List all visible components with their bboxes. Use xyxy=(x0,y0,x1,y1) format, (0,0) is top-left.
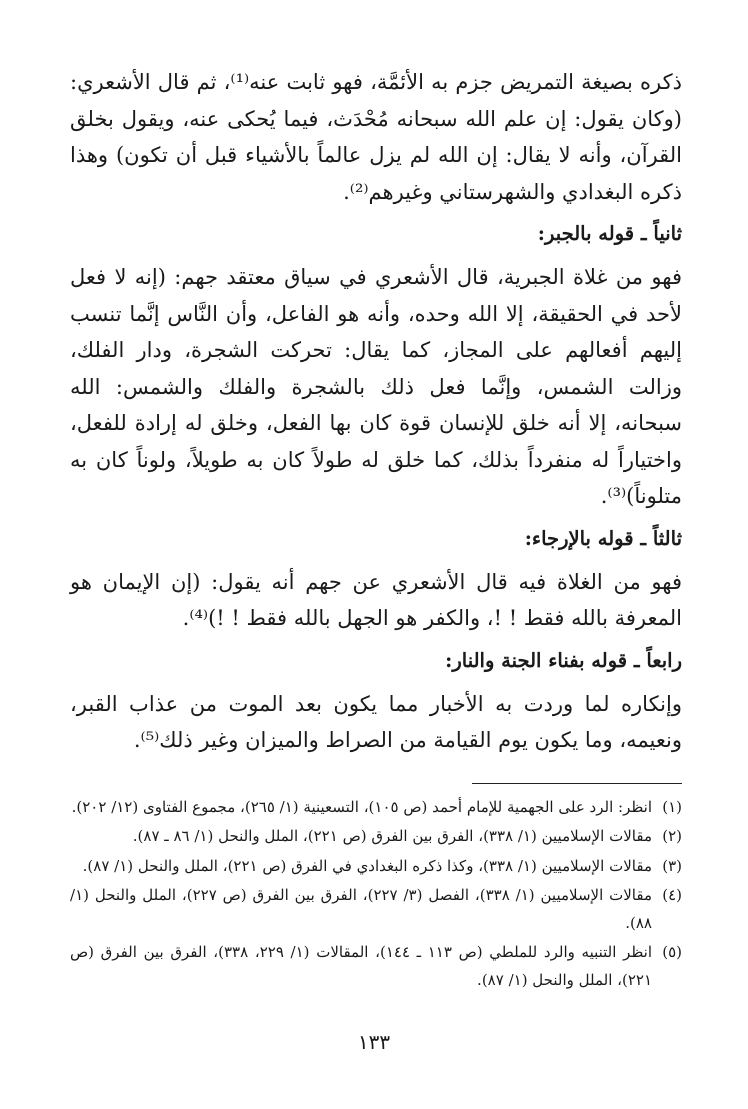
footnote-text: مقالات الإسلاميين (١/ ٣٣٨)، الفصل (٣/ ٢٢٧)، الفرق بين الفرق (ص ٢٢٧)، الملل والنحل (١/ ٨٨). xyxy=(70,886,653,932)
footnote-item xyxy=(70,853,682,881)
footnote-item xyxy=(70,794,682,822)
section-heading-irja: ثالثاً ـ قوله بالإرجاء: xyxy=(524,526,682,550)
section-paragraph-irja: فهو من الغلاة فيه قال الأشعري عن جهم أنه يقول: (إن الإيمان هو المعرفة بالله فقط ! !، والكفر هو الجهل بالله فقط ! !)⁽⁴⁾. xyxy=(70,569,682,630)
section-heading-fana: رابعاً ـ قوله بفناء الجنة والنار: xyxy=(445,648,682,672)
intro-paragraph: ذكره بصيغة التمريض جزم به الأئمَّة، فهو ثابت عنه⁽¹⁾، ثم قال الأشعري: (وكان يقول: إن علم الله سبحانه مُحْدَث، فيما يُحكى عنه، ويقول بخلق القرآن، وأنه لا يقال: إن الله لم يزل عالماً بالأشياء قبل أن تكون) وهذا ذكره البغدادي والشهرستاني وغيرهم⁽²⁾. xyxy=(70,70,682,204)
footnote-number: (٢) xyxy=(662,827,682,845)
footnotes xyxy=(70,794,682,995)
footnote-number: (٣) xyxy=(662,856,682,875)
section-fana xyxy=(70,643,682,759)
footnote-text: مقالات الإسلاميين (١/ ٣٣٨)، الفرق بين الفرق (ص ٢٢١)، الملل والنحل (١/ ٨٦ ـ ٨٧). xyxy=(132,827,652,845)
footnote-number: (١) xyxy=(662,797,682,816)
footnote-item xyxy=(70,823,682,851)
footnote-text: انظر التنبيه والرد للملطي (ص ١١٣ ـ ١٤٤)، المقالات (١/ ٢٢٩، ٣٣٨)، الفرق بين الفرق (ص ٢٢١)، الملل والنحل (١/ ٨٧). xyxy=(70,943,653,989)
section-paragraph-jabr: فهو من غلاة الجبرية، قال الأشعري في سياق معتقد جهم: (إنه لا فعل لأحد في الحقيقة، إلا الله وحده، وأنه هو الفاعل، وأن النَّاس إنَّما تنسب إليهم أفعالهم على المجاز، كما يقال: تحركت الشجرة، ودار الفلك، وزالت الشمس، وإنَّما فعل ذلك بالشجرة والفلك والشمس: الله سبحانه، إلا أنه خلق للإنسان قوة كان بها الفعل، وخلق له إرادة للفعل، واختياراً له منفرداً بذلك، كما خلق له طولاً كان به طويلاً، ولوناً كان به متلوناً)⁽³⁾. xyxy=(70,265,682,508)
footnote-separator xyxy=(472,783,682,784)
footnote-item xyxy=(70,939,682,994)
footnote-item xyxy=(70,882,682,937)
section-heading-jabr: ثانياً ـ قوله بالجبر: xyxy=(537,222,682,245)
footnote-text: انظر: الرد على الجهمية للإمام أحمد (ص ١٠٥)، التسعينية (١/ ٢٦٥)، مجموع الفتاوى (١٢/ ٢٠٢). xyxy=(71,797,652,816)
page-number: ١٣٣ xyxy=(357,1030,391,1054)
footnote-number: (٤) xyxy=(662,886,682,904)
footnote-text: مقالات الإسلاميين (١/ ٣٣٨)، وكذا ذكره البغدادي في الفرق (ص ٢٢١)، الملل والنحل (١/ ٨٧). xyxy=(82,856,652,875)
footnote-number: (٥) xyxy=(662,943,682,961)
section-jabr xyxy=(70,216,682,515)
section-paragraph-fana: وإنكاره لما وردت به الأخبار مما يكون بعد الموت من عذاب القبر، ونعيمه، وما يكون يوم القيامة من الصراط والميزان وغير ذلك⁽⁵⁾. xyxy=(70,691,682,752)
section-irja xyxy=(70,521,682,637)
page-body xyxy=(70,64,682,996)
